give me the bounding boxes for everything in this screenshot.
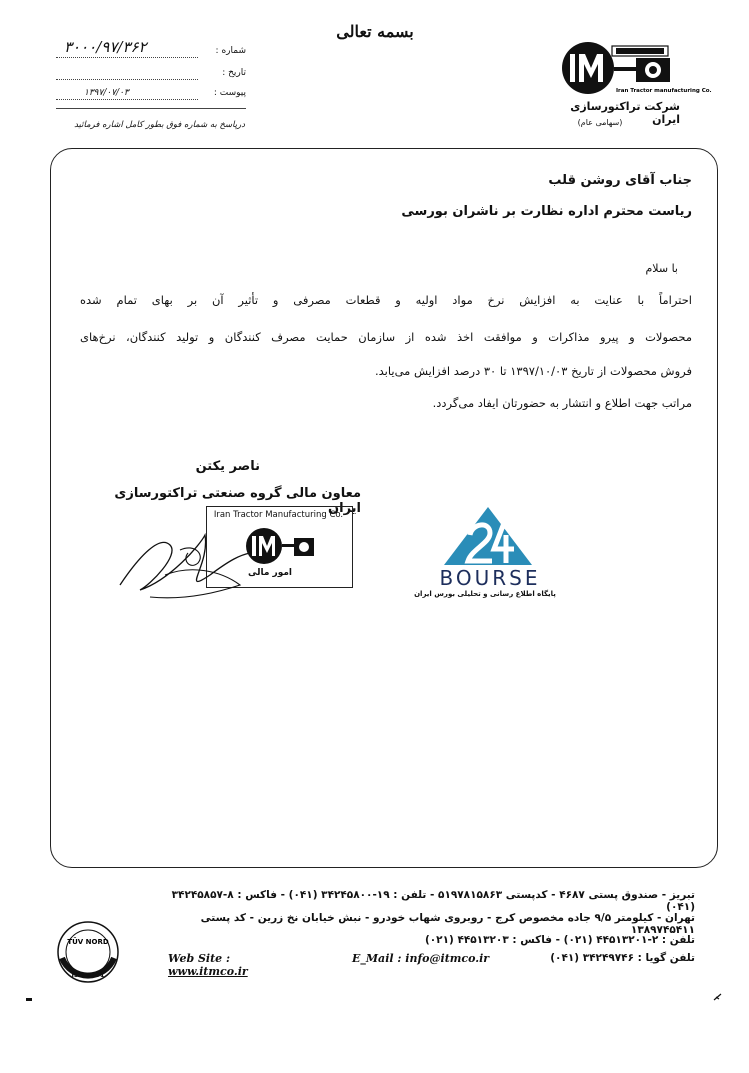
stamp-subtext: امور مالی bbox=[247, 568, 293, 578]
signature bbox=[110, 515, 260, 605]
company-name: شرکت تراکتورسازی ایران bbox=[570, 100, 680, 126]
reply-note: درپاسخ به شماره فوق بطور کامل اشاره فرمائید bbox=[74, 120, 245, 130]
attachment-value: ۱۳۹۷/۰۷/۰۳ bbox=[84, 88, 129, 98]
number-value: ۳۰۰۰/۹۷/۳۶۲ bbox=[64, 38, 147, 56]
bourse-logo bbox=[442, 505, 534, 567]
attachment-field bbox=[56, 86, 246, 102]
recipient-title: ریاست محترم اداره نظارت بر ناشران بورسی bbox=[401, 204, 692, 219]
company-logo bbox=[560, 40, 712, 102]
date-dots bbox=[56, 79, 198, 80]
recipient-name: جناب آقای روشن قلب bbox=[548, 173, 692, 188]
scan-mark bbox=[26, 998, 32, 1001]
logo-text: Iran Tractor manufacturing Co. bbox=[616, 88, 712, 94]
website[interactable] bbox=[168, 952, 308, 978]
number-dots bbox=[56, 57, 198, 58]
date-field bbox=[56, 66, 246, 82]
date-label: تاریخ : bbox=[222, 68, 246, 78]
scan-mark-right bbox=[713, 992, 723, 1002]
email[interactable]: E_Mail : info@itmco.ir bbox=[352, 952, 490, 965]
website-link[interactable]: www.itmco.ir bbox=[168, 965, 248, 978]
closing-line: مراتب جهت اطلاع و انتشار به حضورتان ایفاد می‌گردد. bbox=[432, 396, 692, 410]
signer-title: معاون مالی گروه صنعتی تراکتورسازی ایران bbox=[114, 486, 361, 516]
attachment-dots bbox=[56, 99, 198, 100]
website-label: Web Site : bbox=[168, 952, 231, 965]
body-line: احتراماً با عنایت به افزایش نرخ مواد اولیه و قطعات مصرفی و تأثیر آن بر بهای تمام شده bbox=[80, 293, 692, 307]
tuv-name: TÜV NORD bbox=[67, 938, 109, 946]
footer-address-tehran: تهران - کیلومتر ۹/۵ جاده مخصوص کرج - روبروی شهاب خودرو - نبش خیابان نخ زرین - کد پستی ۱۳۸۹۷۴۵۴۱۱ bbox=[200, 912, 695, 936]
greeting: با سلام bbox=[645, 262, 678, 275]
body-line: محصولات و پیرو مذاکرات و موافقت اخذ شده از سازمان حمایت مصرف کنندگان و تولید کنندگان، نرخ‌های bbox=[80, 330, 692, 344]
attachment-label: پیوست : bbox=[213, 88, 246, 98]
company-type: (سهامی عام) bbox=[577, 118, 623, 127]
bourse-name: BOURSE bbox=[439, 566, 541, 590]
stamp-text: Iran Tractor Manufacturing Co. bbox=[213, 510, 344, 520]
footer-address-tabriz: تبریز - صندوق پستی ۴۶۸۷ - کدپستی ۵۱۹۷۸۱۵۸۶۳ - تلفن : ۱۹-۳۴۲۴۵۸۰۰ (۰۴۱) - فاکس : ۸-۳۴۲۴۵۸۵۷ (۰۴۱) bbox=[171, 889, 695, 913]
number-field bbox=[56, 38, 246, 60]
iso-label: ISO 9001 bbox=[71, 971, 105, 979]
tuv-iso-certificate bbox=[52, 918, 124, 986]
footer-tehran-phone: تلفن : ۲-۴۴۵۱۳۲۰۱ (۰۲۱) - فاکس : ۴۴۵۱۳۲۰۳ (۰۲۱) bbox=[424, 934, 695, 946]
signer-name: ناصر یکتن bbox=[195, 459, 260, 474]
number-label: شماره : bbox=[215, 46, 246, 56]
bourse-tagline: پایگاه اطلاع رسانی و تحلیلی بورس ایران bbox=[414, 590, 556, 598]
body-line: فروش محصولات از تاریخ ۱۳۹۷/۱۰/۰۳ تا ۳۰ درصد افزایش می‌یابد. bbox=[374, 364, 692, 378]
audio-phone: تلفن گویا : ۳۴۲۴۹۷۴۶ (۰۴۱) bbox=[550, 952, 695, 964]
header-rule bbox=[56, 108, 246, 109]
basmala-heading: بسمه تعالی bbox=[336, 22, 414, 41]
